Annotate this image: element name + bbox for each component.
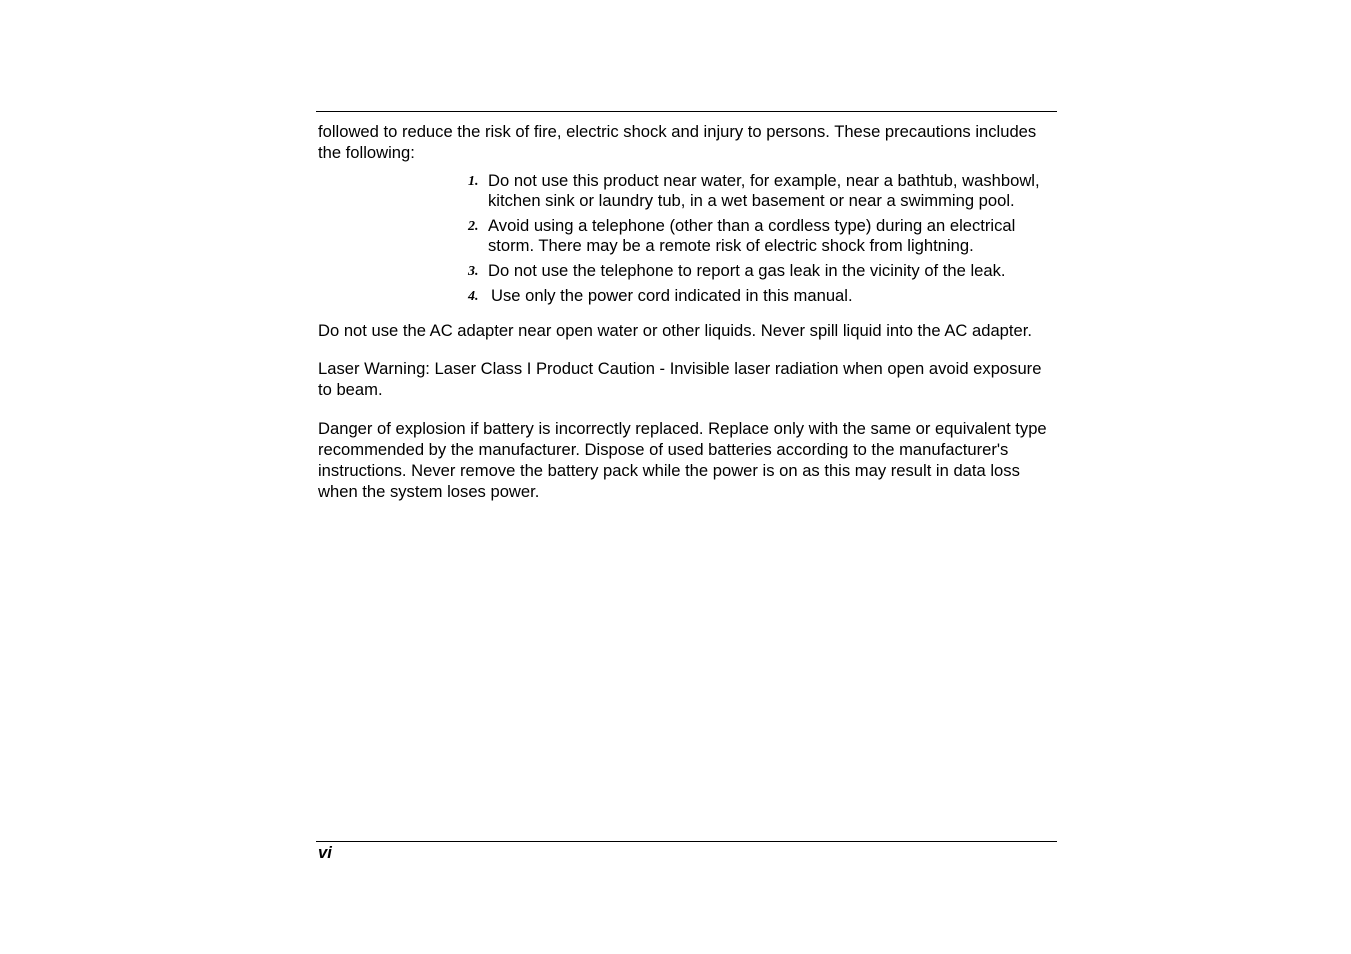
intro-paragraph: followed to reduce the risk of fire, electric shock and injury to persons. These precautions includes the following: [318,122,1037,162]
list-number: 3. [468,264,479,279]
battery-warning: Danger of explosion if battery is incorrectly replaced. Replace only with the same or equivalent type recommended by the manufacturer. Dispose of used batteries according to the manufacturer's instructions. Never remove the battery pack while the power is on as this may result in data loss when the system loses power. [318,419,1047,501]
list-item-text: Use only the power cord indicated in this manual. [491,286,853,305]
footer-rule [316,841,1057,842]
list-number: 4. [468,289,479,304]
laser-warning: Laser Warning: Laser Class I Product Caution - Invisible laser radiation when open avoid exposure to beam. [318,359,1042,399]
list-item [468,171,1054,211]
list-number: 2. [468,219,479,234]
precautions-list [318,171,1054,306]
list-number: 1. [468,174,479,189]
list-item [468,286,1054,306]
page-content [318,121,1054,502]
ac-adapter-warning: Do not use the AC adapter near open water or other liquids. Never spill liquid into the AC adapter. [318,321,1032,340]
header-rule [316,111,1057,112]
list-item-text: Do not use the telephone to report a gas leak in the vicinity of the leak. [488,261,1006,280]
page-number: vi [318,843,332,862]
list-item [468,216,1054,256]
list-item [468,261,1054,281]
list-item-text: Avoid using a telephone (other than a cordless type) during an electrical storm. There may be a remote risk of electric shock from lightning. [488,216,1016,255]
list-item-text: Do not use this product near water, for example, near a bathtub, washbowl, kitchen sink or laundry tub, in a wet basement or near a swimming pool. [488,171,1040,210]
